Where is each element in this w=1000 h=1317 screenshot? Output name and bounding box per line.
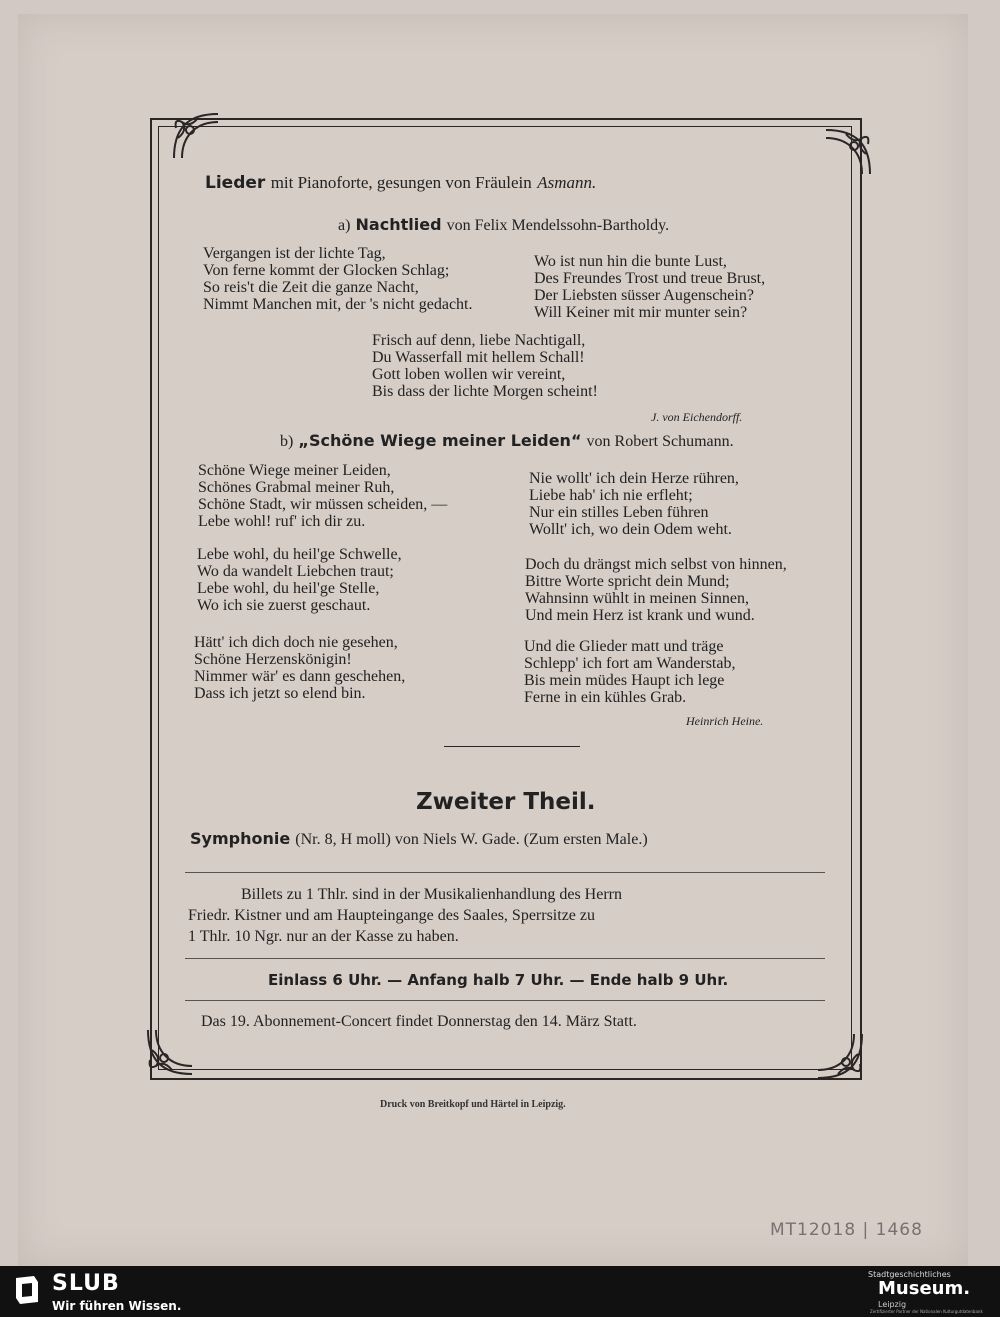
song-b-stanza-right-3: Und die Glieder matt und träge Schlepp' ich fort am Wanderstab, Bis mein müdes Haupt ich lege Ferne in ein kühles Grab. — [524, 638, 736, 706]
footer-bar — [0, 1266, 1000, 1317]
corner-ornament-bottom-left-icon — [142, 1024, 198, 1080]
ticket-rule-top — [185, 872, 825, 873]
times-rule-bottom — [185, 1000, 825, 1001]
section-divider — [444, 746, 580, 747]
next-concert-notice: Das 19. Abonnement-Concert findet Donnerstag den 14. März Statt. — [201, 1013, 637, 1030]
song-b-stanza-left-1: Schöne Wiege meiner Leiden, Schönes Grabmal meiner Ruh, Schöne Stadt, wir müssen scheiden, — Lebe wohl! ruf' ich dir zu. — [198, 462, 448, 530]
song-b-stanza-right-1: Nie wollt' ich dein Herze rühren, Liebe hab' ich nie erfleht; Nur ein stilles Leben führen Wollt' ich, wo dein Odem weht. — [529, 470, 739, 538]
corner-ornament-top-left-icon — [168, 108, 224, 164]
museum-name: Museum. — [878, 1278, 971, 1299]
museum-certification: Zertifizierter Partner der Nationalen Kulturgutdatenbank — [870, 1309, 983, 1314]
song-b-stanza-right-2: Doch du drängst mich selbst von hinnen, Bittre Worte spricht dein Mund; Wahnsinn wühlt in meinen Sinnen, Und mein Herz ist krank und wund. — [525, 556, 787, 624]
times-rule-top — [185, 958, 825, 959]
symphony-line: Symphonie (Nr. 8, H moll) von Niels W. Gade. (Zum ersten Male.) — [190, 829, 648, 848]
museum-city: Leipzig — [878, 1300, 907, 1309]
lieder-heading: Lieder mit Pianoforte, gesungen von Fräulein Asmann. — [205, 173, 597, 193]
song-a-verse-right: Wo ist nun hin die bunte Lust, Des Freundes Trost und treue Brust, Der Liebsten süsser Augenschein? Will Keiner mit mir munter sein? — [534, 253, 766, 321]
ticket-info: Billets zu 1 Thlr. sind in der Musikalienhandlung des Herrn Friedr. Kistner und am Haupteingange des Saales, Sperrsitze zu 1 Thlr. 10 Ngr. nur an der Kasse zu haben. — [188, 886, 622, 945]
song-a-title: a) Nachtlied von Felix Mendelssohn-Bartholdy. — [338, 215, 670, 234]
corner-ornament-top-right-icon — [820, 124, 876, 180]
printer-imprint: Druck von Breitkopf und Härtel in Leipzig. — [380, 1099, 566, 1110]
song-b-stanza-left-2: Lebe wohl, du heil'ge Schwelle, Wo da wandelt Liebchen traut; Lebe wohl, du heil'ge Stelle, Wo ich sie zuerst geschaut. — [197, 546, 402, 614]
museum-label-top: Stadtgeschichtliches — [868, 1270, 951, 1279]
song-a-verse-left: Vergangen ist der lichte Tag, Von ferne kommt der Glocken Schlag; So reis't die Zeit die ganze Nacht, Nimmt Manchen mit, der 's nicht gedacht. — [203, 245, 473, 313]
song-b-stanza-left-3: Hätt' ich dich doch nie gesehen, Schöne Herzenskönigin! Nimmer wär' es dann geschehen, Dass ich jetzt so elend bin. — [194, 634, 406, 702]
song-b-title: b) „Schöne Wiege meiner Leiden“ von Robert Schumann. — [280, 431, 734, 450]
slub-logo-icon — [12, 1274, 42, 1306]
concert-times: Einlass 6 Uhr. — Anfang halb 7 Uhr. — Ende halb 9 Uhr. — [268, 971, 729, 989]
song-a-verse-center: Frisch auf denn, liebe Nachtigall, Du Wasserfall mit hellem Schall! Gott loben wollen wir vereint, Bis dass der lichte Morgen scheint! — [372, 332, 598, 400]
song-a-author: J. von Eichendorff. — [651, 410, 743, 424]
library-name: SLUB — [52, 1271, 120, 1296]
shelfmark: MT12018 | 1468 — [770, 1220, 923, 1240]
library-slogan: Wir führen Wissen. — [52, 1299, 182, 1313]
part-two-heading: Zweiter Theil. — [416, 789, 596, 815]
song-b-author: Heinrich Heine. — [686, 714, 764, 728]
corner-ornament-bottom-right-icon — [812, 1028, 868, 1084]
